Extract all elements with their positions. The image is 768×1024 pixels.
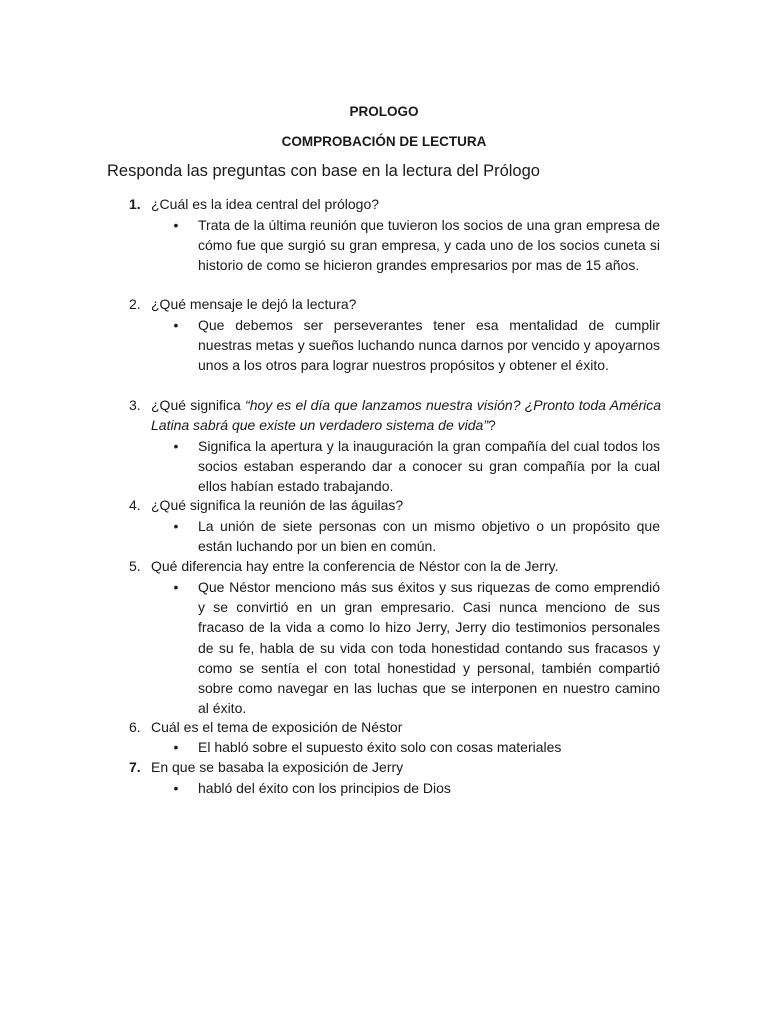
bullet-icon: • [173, 780, 179, 796]
question-number: 6. [129, 719, 141, 735]
answer-text: Que debemos ser perseverantes tener esa mentalidad de cumplir nuestras metas y sueños luchando nunca darnos por vencido y apoyarnos unos a los otros para lograr nuestros propósitos y obtener el éxito. [198, 317, 660, 374]
question-text: ¿Qué significa “hoy es el día que lanzamos nuestra visión? ¿Pronto toda América Latina sabrá que existe un verdadero sistema de vida”? [151, 397, 661, 433]
question-number: 1. [129, 196, 141, 212]
answer-text: Significa la apertura y la inauguración la gran compañía del cual todos los socios estaban esperando dar a conocer su gran compañía por la cual ellos habían estado trabajando. [198, 438, 660, 495]
question-text: Cuál es el tema de exposición de Néstor [151, 719, 403, 735]
bullet-icon: • [173, 317, 179, 333]
question-text: Qué diferencia hay entre la conferencia de Néstor con la de Jerry. [151, 558, 559, 574]
document-title: PROLOGO [349, 104, 419, 119]
bullet-icon: • [173, 217, 179, 233]
bullet-icon: • [173, 579, 179, 595]
bullet-icon: • [173, 518, 179, 534]
answer-text: El habló sobre el supuesto éxito solo con cosas materiales [198, 739, 562, 755]
answer-text: Trata de la última reunión que tuvieron los socios de una gran empresa de cómo fue que surgió su gran empresa, y cada uno de los socios cuneta si historio de como se hicieron grandes empresarios por mas de 15 años. [198, 217, 660, 274]
answer-text: habló del éxito con los principios de Dios [198, 780, 451, 796]
question-number: 2. [129, 296, 141, 312]
instructions: Responda las preguntas con base en la lectura del Prólogo [107, 162, 540, 180]
question-text: ¿Cuál es la idea central del prólogo? [151, 196, 380, 212]
answer-text: La unión de siete personas con un mismo objetivo o un propósito que están luchando por un bien en común. [198, 518, 660, 555]
question-number: 3. [129, 397, 141, 413]
question-text: ¿Qué significa la reunión de las águilas? [151, 497, 404, 513]
quoted-phrase: “hoy es el día que lanzamos nuestra visión? ¿Pronto toda América Latina sabrá que existe un verdadero sistema de vida” [151, 397, 661, 433]
document-subtitle: COMPROBACIÓN DE LECTURA [281, 134, 487, 149]
question-text: ¿Qué mensaje le dejó la lectura? [151, 296, 357, 312]
bullet-icon: • [173, 739, 179, 755]
bullet-icon: • [173, 438, 179, 454]
question-number: 7. [129, 759, 141, 775]
question-number: 4. [129, 497, 141, 513]
question-text: En que se basaba la exposición de Jerry [151, 759, 404, 775]
answer-text: Que Néstor menciono más sus éxitos y sus riquezas de como emprendió y se convirtió en un gran empresario. Casi nunca menciono de sus fracaso de la vida a como lo hizo Jerry, Jerry dio testimonios personales de su fe, habla de su vida con toda honestidad contando sus fracasos y como se sentía el con total honestidad y personal, también compartió sobre como navegar en las luchas que se interponen en nuestro camino al éxito. [198, 579, 660, 717]
question-number: 5. [129, 558, 141, 574]
